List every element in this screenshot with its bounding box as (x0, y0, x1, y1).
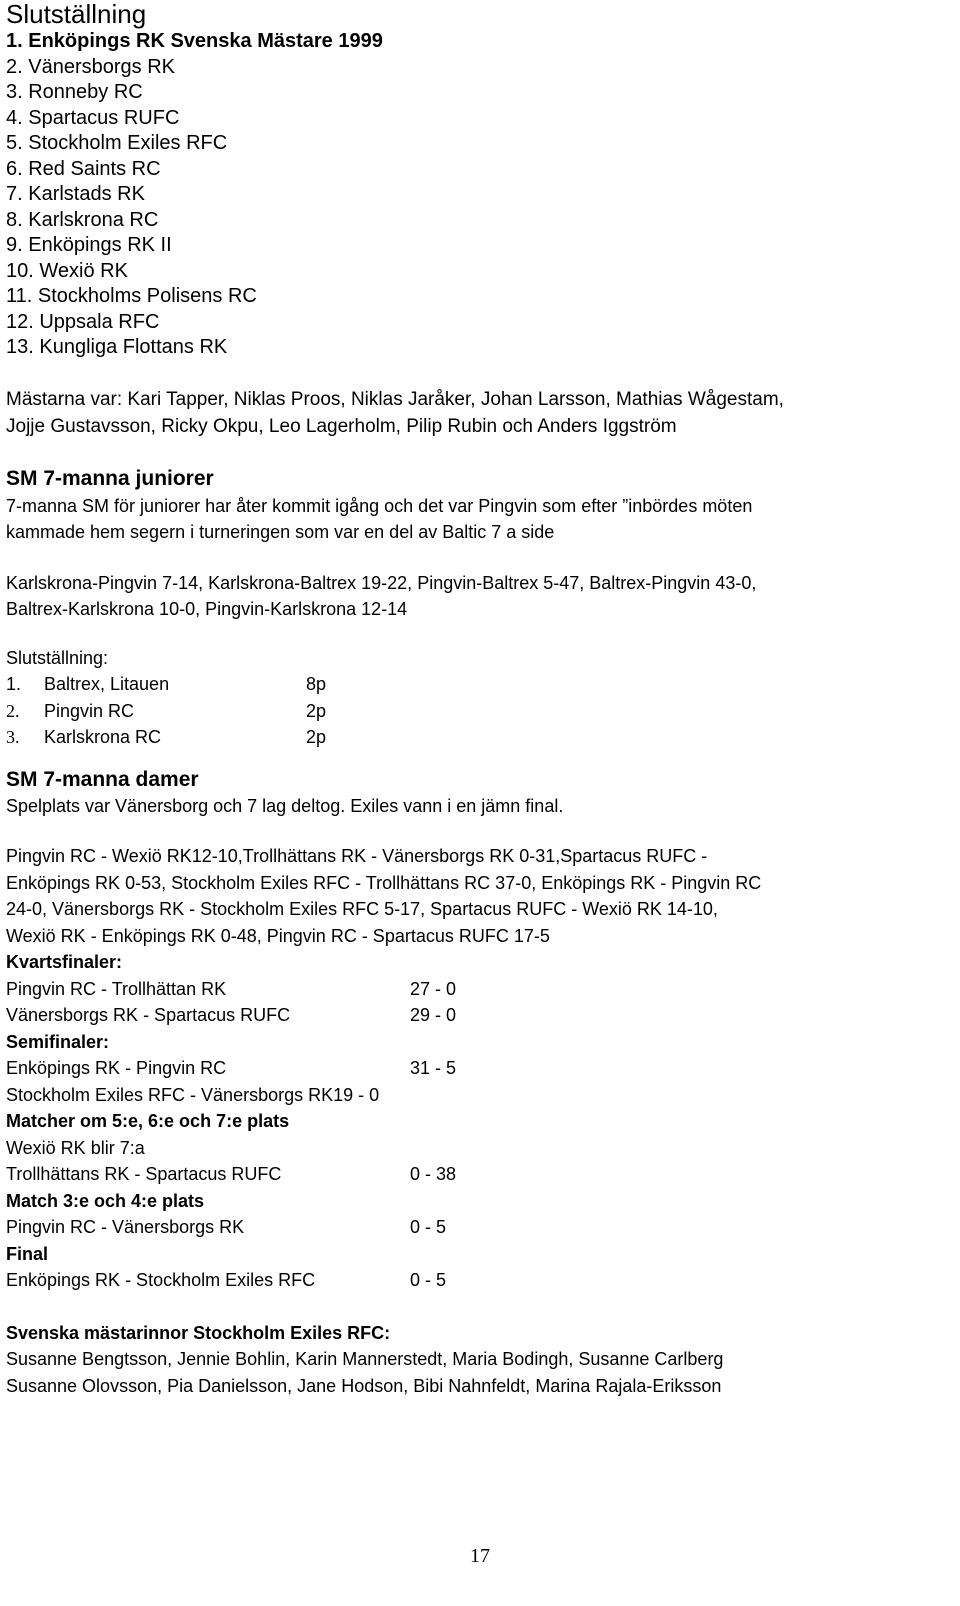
juniors-team: Baltrex, Litauen (44, 674, 170, 694)
women-group-results (6, 843, 954, 949)
juniors-table (6, 645, 954, 751)
match-teams: Vänersborgs RK - Spartacus RUFC (6, 1005, 291, 1025)
standings-item: 9. Enköpings RK II (6, 234, 172, 256)
champions-line: Mästarna var: Kari Tapper, Niklas Proos, Niklas Jaråker, Johan Larsson, Mathias Wågestam, (6, 388, 784, 410)
match-teams: Pingvin RC - Trollhättan RK (6, 978, 227, 999)
match-teams: Enköpings RK - Pingvin RC (6, 1058, 227, 1078)
juniors-intro (6, 493, 954, 546)
quarterfinal-match (6, 976, 954, 1003)
semifinals-heading: Semifinaler: (6, 1031, 110, 1052)
champions-paragraph (6, 386, 954, 440)
quarterfinal-match (6, 1002, 954, 1029)
match-score: 0 - 5 (410, 1217, 447, 1237)
match-score: 29 - 0 (410, 1005, 457, 1025)
standings-item: 2. Vänersborgs RK (6, 55, 175, 78)
standings-title: Slutställning (6, 0, 147, 29)
placement-34-heading: Match 3:e och 4:e plats (6, 1190, 205, 1211)
match-teams: Stockholm Exiles RFC - Vänersborgs RK (6, 1084, 334, 1105)
standings-list (6, 29, 954, 361)
juniors-points: 2p (306, 727, 327, 747)
quarterfinals-heading: Kvartsfinaler: (6, 952, 123, 972)
match-score: 0 - 38 (410, 1164, 457, 1184)
juniors-table-row (6, 698, 954, 725)
juniors-table-title: Slutställning: (6, 647, 109, 668)
final-match (6, 1267, 954, 1294)
match-score: 0 - 5 (410, 1270, 447, 1290)
placement-7-note: Wexiö RK blir 7:a (6, 1137, 145, 1158)
standings-item: 12. Uppsala RFC (6, 310, 160, 333)
standings-item: 8. Karlskrona RC (6, 208, 159, 231)
juniors-table-row (6, 724, 954, 751)
standings-item: 1. Enköpings RK Svenska Mästare 1999 (6, 30, 383, 52)
final-heading: Final (6, 1243, 49, 1264)
match-score: 27 - 0 (410, 978, 457, 999)
juniors-position: 2. (6, 700, 20, 721)
women-champions-heading: Svenska mästarinnor Stockholm Exiles RFC: (6, 1322, 391, 1343)
match-teams: Pingvin RC - Vänersborgs RK (6, 1217, 245, 1237)
document-page (6, 0, 954, 1399)
standings-item: 10. Wexiö RK (6, 259, 128, 282)
women-playoffs (6, 949, 954, 1294)
match-teams: Enköpings RK - Stockholm Exiles RFC (6, 1270, 316, 1290)
women-group-line: Pingvin RC - Wexiö RK12-10,Trollhättans RK - Vänersborgs RK 0-31,Spartacus RUFC - (6, 846, 708, 866)
women-champions (6, 1320, 954, 1400)
match-score: 31 - 5 (410, 1058, 457, 1078)
match-score: 19 - 0 (333, 1084, 380, 1105)
placement-567-match (6, 1161, 954, 1188)
juniors-results (6, 570, 954, 623)
semifinal-match (6, 1055, 954, 1082)
juniors-intro-line: kammade hem segern i turneringen som var en del av Baltic 7 a side (6, 522, 555, 542)
juniors-position: 3. (6, 727, 20, 747)
match-teams: Trollhättans RK - Spartacus RUFC (6, 1164, 282, 1184)
women-group-line: Wexiö RK - Enköpings RK 0-48, Pingvin RC - Spartacus RUFC 17-5 (6, 925, 550, 946)
juniors-team: Pingvin RC (44, 700, 135, 721)
placement-567-heading: Matcher om 5:e, 6:e och 7:e plats (6, 1111, 290, 1131)
juniors-intro-line: 7-manna SM för juniorer har åter kommit igång och det var Pingvin som efter ”inbördes möten (6, 495, 753, 516)
women-group-line: 24-0, Vänersborgs RK - Stockholm Exiles RFC 5-17, Spartacus RUFC - Wexiö RK 14-10, (6, 899, 718, 919)
standings-item: 5. Stockholm Exiles RFC (6, 132, 228, 154)
juniors-results-line: Baltrex-Karlskrona 10-0, Pingvin-Karlskrona 12-14 (6, 599, 408, 619)
women-champions-line: Susanne Bengtsson, Jennie Bohlin, Karin Mannerstedt, Maria Bodingh, Susanne Carlberg (6, 1349, 724, 1369)
women-champions-line: Susanne Olovsson, Pia Danielsson, Jane Hodson, Bibi Nahnfeldt, Marina Rajala-Eriksson (6, 1375, 722, 1396)
juniors-table-row (6, 671, 954, 698)
juniors-heading: SM 7-manna juniorer (6, 466, 214, 490)
standings-item: 4. Spartacus RUFC (6, 106, 180, 129)
standings-item: 6. Red Saints RC (6, 157, 161, 180)
semifinal-match (6, 1082, 954, 1109)
standings-item: 3. Ronneby RC (6, 81, 143, 103)
women-group-line: Enköpings RK 0-53, Stockholm Exiles RFC - Trollhättans RC 37-0, Enköpings RK - Pingvin RC (6, 872, 762, 893)
women-intro: Spelplats var Vänersborg och 7 lag deltog. Exiles vann i en jämn final. (6, 795, 564, 816)
juniors-team: Karlskrona RC (44, 727, 162, 747)
standings-item: 7. Karlstads RK (6, 183, 145, 205)
juniors-points: 8p (306, 674, 327, 694)
juniors-position: 1. (6, 674, 22, 694)
standings-item: 13. Kungliga Flottans RK (6, 336, 228, 358)
standings-item: 11. Stockholms Polisens RC (6, 285, 257, 307)
juniors-results-line: Karlskrona-Pingvin 7-14, Karlskrona-Baltrex 19-22, Pingvin-Baltrex 5-47, Baltrex-Pingvin 43-0, (6, 572, 757, 593)
champions-line: Jojje Gustavsson, Ricky Okpu, Leo Lagerholm, Pilip Rubin och Anders Iggström (6, 415, 677, 437)
placement-34-match (6, 1214, 954, 1241)
women-heading: SM 7-manna damer (6, 767, 199, 791)
juniors-points: 2p (306, 700, 327, 721)
page-number: 17 (470, 1545, 490, 1567)
